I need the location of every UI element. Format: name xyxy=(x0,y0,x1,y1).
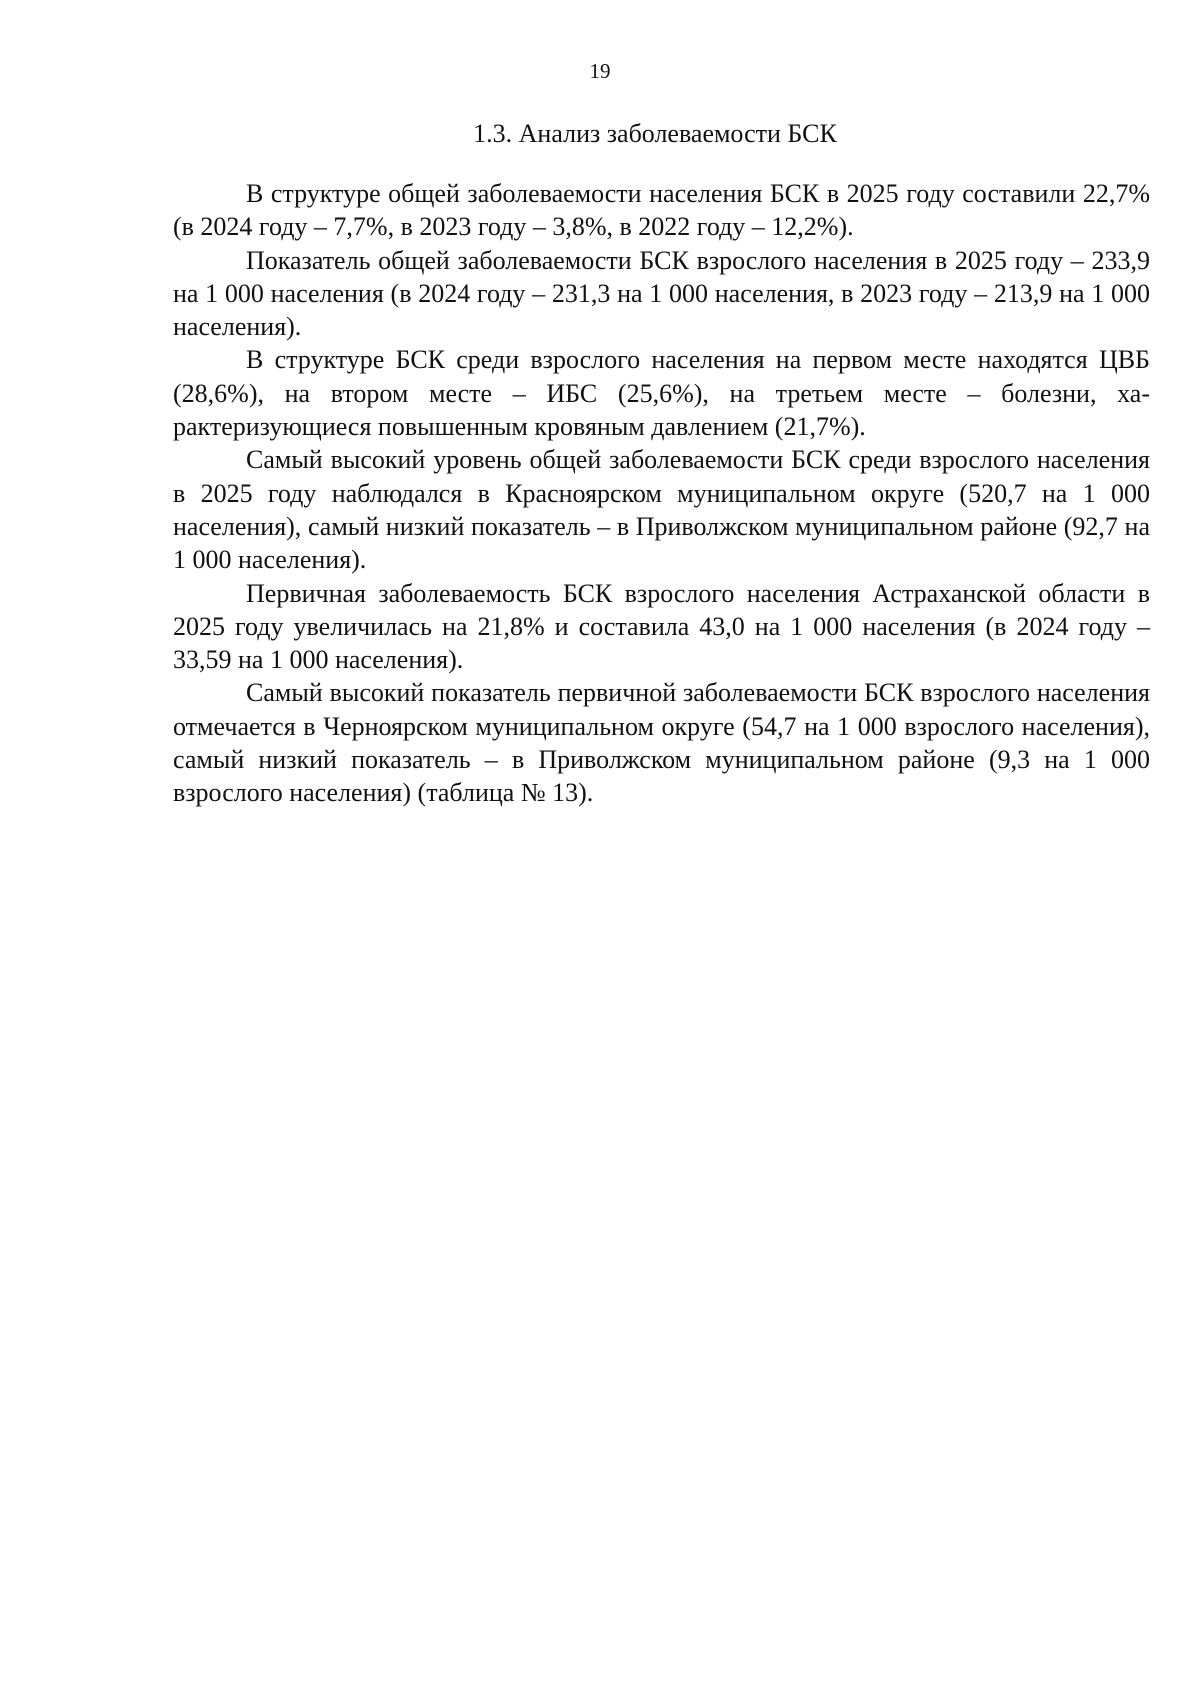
paragraph: Самый высокий показатель первичной заболеваемости БСК взрослого населения отмечается в Черноярском муниципальном округе (54,7 на 1 000 взрослого населения), самый низкий показатель – в Приволжском муниципальном районе (9,3 на 1 000 взрослого населения) (таблица № 13). xyxy=(173,678,1150,808)
page-number: 19 xyxy=(589,59,611,83)
section-title: 1.3. Анализ заболеваемости БСК xyxy=(473,119,837,148)
paragraph: В структуре БСК среди взрослого населения на первом месте находятся ЦВБ (28,6%), на втором месте – ИБС (25,6%), на третьем месте – болезни, характеризующиеся повышенным кровяным давлением (21,7%). xyxy=(173,345,1150,442)
body-text xyxy=(173,177,1150,810)
paragraph: Показатель общей заболеваемости БСК взрослого населения в 2025 году – 233,9 на 1 000 населения (в 2024 году – 231,3 на 1 000 населения, в 2023 году – 213,9 на 1 000 населения). xyxy=(173,245,1150,342)
paragraph: В структуре общей заболеваемости населения БСК в 2025 году составили 22,7% (в 2024 году – 7,7%, в 2023 году – 3,8%, в 2022 году – 12,2%). xyxy=(173,179,1150,242)
paragraph: Первичная заболеваемость БСК взрослого населения Астраханской области в 2025 году увеличилась на 21,8% и составила 43,0 на 1 000 населения (в 2024 году – 33,59 на 1 000 населения). xyxy=(173,578,1150,675)
paragraph: Самый высокий уровень общей заболеваемости БСК среди взрослого населения в 2025 году наблюдался в Красноярском муниципальном округе (520,7 на 1 000 населения), самый низкий показатель – в Приволжском муниципальном районе (92,7 на 1 000 населения). xyxy=(173,445,1150,575)
